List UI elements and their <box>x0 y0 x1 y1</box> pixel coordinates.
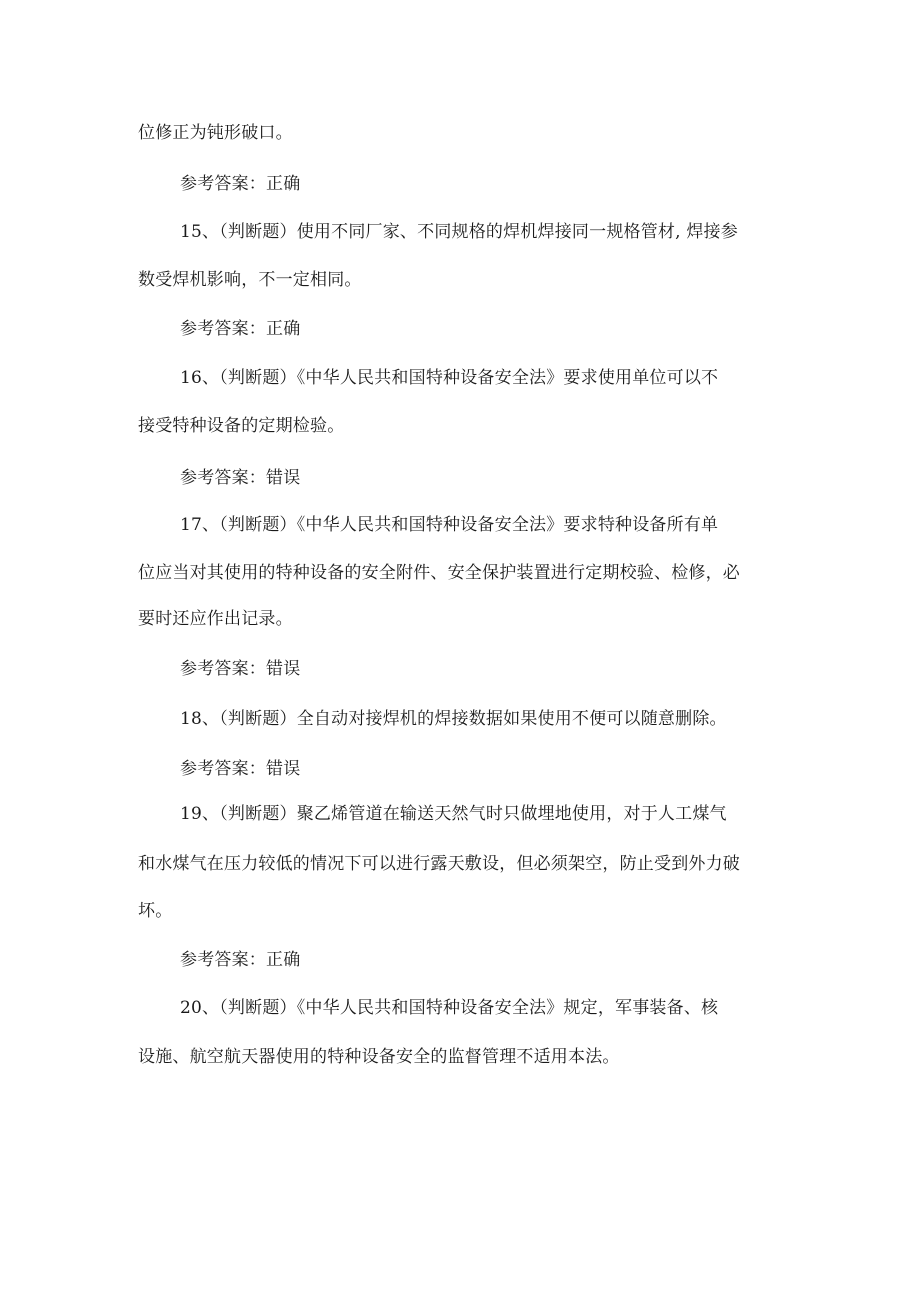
text-line: 要时还应作出记录。 <box>138 609 293 629</box>
text-line: 和水煤气在压力较低的情况下可以进行露天敷设，但必须架空，防止受到外力破 <box>138 854 740 874</box>
text-line: 位修正为钝形破口。 <box>138 123 293 143</box>
question-line: 19、（判断题）聚乙烯管道在输送天然气时只做埋地使用，对于人工煤气 <box>180 804 727 824</box>
answer-line: 参考答案：正确 <box>180 174 301 194</box>
question-line: 20、（判断题）《中华人民共和国特种设备安全法》规定，军事装备、核 <box>180 998 719 1018</box>
answer-line: 参考答案：错误 <box>180 759 301 779</box>
answer-line: 参考答案：错误 <box>180 468 301 488</box>
question-line: 16、（判断题）《中华人民共和国特种设备安全法》要求使用单位可以不 <box>180 368 719 388</box>
question-line: 18、（判断题）全自动对接焊机的焊接数据如果使用不便可以随意删除。 <box>180 709 727 729</box>
text-line: 数受焊机影响，不一定相同。 <box>138 270 362 290</box>
answer-line: 参考答案：正确 <box>180 950 301 970</box>
question-line: 15、（判断题）使用不同厂家、不同规格的焊机焊接同一规格管材, 焊接参 <box>180 222 738 242</box>
answer-line: 参考答案：正确 <box>180 319 301 339</box>
text-line: 位应当对其使用的特种设备的安全附件、安全保护装置进行定期校验、检修，必 <box>138 563 740 583</box>
answer-line: 参考答案：错误 <box>180 659 301 679</box>
text-line: 坏。 <box>138 901 173 921</box>
text-line: 设施、航空航天器使用的特种设备安全的监督管理不适用本法。 <box>138 1047 620 1067</box>
question-line: 17、（判断题）《中华人民共和国特种设备安全法》要求特种设备所有单 <box>180 515 719 535</box>
text-line: 接受特种设备的定期检验。 <box>138 416 345 436</box>
